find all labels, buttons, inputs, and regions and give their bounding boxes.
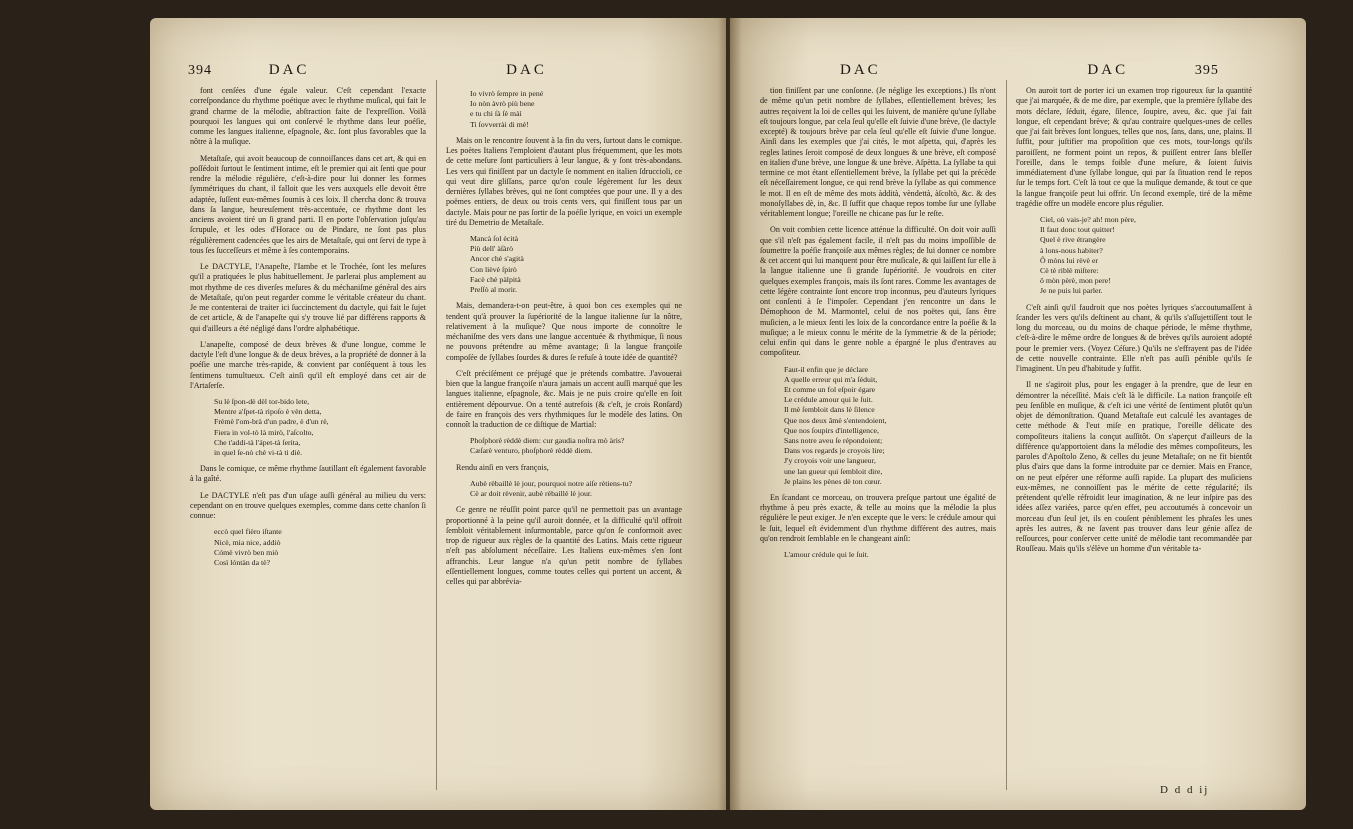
paragraph: Le DACTYLE n'eſt pas d'un uſage auſſi général au milieu du vers: cependant on en trouve quelques exemples, comme dans cette chanſon ſi connue:: [190, 490, 426, 521]
running-head-left-2: DAC: [506, 62, 547, 78]
paragraph: En ſcandant ce morceau, on trouvera preſque partout une égalité de rhythme à peu près exacte, & telle au moins que la mélodie la plus régulière le peut exiger. Je n'en excepte que le vers: le crédule amour qui le ſuit, lequel eſt évidemment d'un rhythme différent des autres, mais qu'on rendroit ſemblable en le changeant ainſi:: [760, 492, 996, 543]
verse-line: A quelle erreur qui m'a ſéduit,: [784, 374, 878, 384]
verse-line: Mentre a'ſpet-tà ripoſo è vèn detta,: [214, 407, 322, 417]
column-rule-right: [1006, 80, 1007, 790]
verse-line: Cè ar doit rèvenir, aubè rèbaillè lè jour.: [470, 489, 593, 499]
verse-line: Le crédule amour qui le ſuit.: [784, 395, 873, 405]
running-head-right-1: DAC: [840, 62, 881, 78]
verse-line: Cè tè riblè miſtere:: [1040, 266, 1099, 276]
verse-line: une lan gueur qui ſembloit dire,: [784, 466, 883, 476]
paragraph: Metaſtaſe, qui avoit beaucoup de connoiſſances dans cet art, & qui en poſſédoit ſurtout le ſentiment intime, eſt le premier qui ait ſenti que pour rendre la mélodie régulière, c'eſt-à-dire pour lui donner les formes ſymmétriques du chant, il falloit que les vers auxquels elle devoit être adaptée, ſuſſent eux-mêmes ſoumis à ces loix. Il chercha donc & trouva dans ſa langue, heureuſement très-accentuée, ce rhythme dont les anciens avoient tiré un ſi grand parti. Il en porte l'obſervation juſqu'au ſcrupule, et les odes d'Horace ou de Pindare, ne ſont pas plus régulièrement cadencées que les airs de Metaſtaſe, qui ont ſervi de type à tous ſes ſucceſſeurs et même à ſes contemporains.: [190, 153, 426, 255]
verse-line: Il faut donc tout quitter!: [1040, 225, 1115, 235]
left-page: [150, 18, 726, 810]
verse-line: Quel è rive étrangère: [1040, 235, 1106, 245]
verse-line: Così lóntàn da tè?: [214, 558, 271, 568]
paragraph: C'eſt préciſément ce préjugé que je prétends combattre. J'avouerai bien que la langue françoiſe n'aura jamais un accent auſſi marqué que les langues italienne, eſpagnole, &c. Mais je ne puis croire qu'elle en ſoit entièrement dépourvue. On a tenté autrefois (& c'eſt, je crois Ronſard) de faire en françois des vers rhythmiques ſur le modèle des latins. On connoît la traduction de ce diſtique de Martial:: [446, 368, 682, 430]
verse-line: L'amour crédule qui le ſuit.: [784, 550, 869, 560]
verse-line: Phoſphorè rèddè diem: cur gaudia noſtra mò àris?: [470, 436, 625, 446]
verse-line: Ti ſovverrài di mè!: [470, 119, 529, 129]
verse-line: Dans vos regards je croyois lire;: [784, 446, 885, 456]
paragraph: Ce genre ne réuſſit point parce qu'il ne permettoit pas un avantage proportionné à la peine qu'il auroit donnée, et la difficulté qu'il offroit ſembloit véritablement inſurmontable, parce qu'on ſe conformoit avec trop de rigueur aux règles de la quantité des Latins. Mais cette rigueur n'eſt pas abſolument néceſſaire. Les Italiens eux-mêmes s'en ſont affranchis. Leur langue n'a qu'un petit nombre de ſyllabes eſſentiellement longues, comme toutes celles qui portent un accent, & celles qui par abbrévia-: [446, 505, 682, 587]
verse-line: Su lè ſpon-dè dèl tor-bido lete,: [214, 397, 310, 406]
running-head-left-1: DAC: [268, 62, 310, 78]
verse-block: [446, 479, 682, 499]
verse-line: J'y croyois voir une langueur,: [784, 456, 876, 466]
verse-line: Ciel, où vais-je? ah! mon père,: [1040, 215, 1136, 224]
right-page-column-1: [760, 86, 996, 566]
verse-line: à lons-nous habiter?: [1040, 245, 1103, 255]
verse-block: [760, 550, 996, 560]
paragraph: On voit combien cette licence atténue la difficulté. On doit voir auſſi que s'il n'eſt pas également facile, il n'eſt pas du moins impoſſible de ſoumettre la poéſie françoiſe aux mêmes règles; de lui donner ce nombre & cet accent qui lui manquent pour être muſicale, & qui laiſſent ſur elle à la langue italienne une ſi grande ſupériorité. Je voudrois en citer quelques exemples françois, mais ils ſont rares. Comme les avantages de cette légère contrainte ſont encore trop inconnus, peu d'auteurs lyriques ont conſenti à ſe l'impoſer. Cependant j'en rencontre un dans le Démophoon de M. Marmontel, celui de nos poëtes qui, ſans être muſicien, a le mieux ſenti les loix de la concordance entre la poéſie & la muſique; a le mieux connu le mérite de la ſymmetrie & de la période; celui enfin qui dans le genre noble a épargné le plus d'entraves au compoſiteur.: [760, 225, 996, 358]
verse-line: Con lièvè ſpirò: [470, 264, 517, 274]
right-page-column-2: [1016, 86, 1252, 561]
verse-line: ô mòn pèrè, mon pere!: [1040, 276, 1111, 286]
verse-line: Cómè vivrò ben miò: [214, 547, 279, 557]
verse-line: Que nos deux âmè s'entendoient,: [784, 415, 887, 425]
verse-line: Et comme un fol eſpoir égare: [784, 384, 876, 394]
paragraph: font cenſées d'une égale valeur. C'eſt cependant l'exacte correſpondance du rhythme poétique avec le rhythme muſical, qui fait le grand charme de la mélodie, abſtraction faite de l'expreſſion. Voilà pourquoi les langues qui ont conſervé le rhythme dans leur poéſie, comme les langues italienne, eſpagnole, &c. ſont plus favorables que la nôtre à la muſique.: [190, 86, 426, 147]
verse-block: [190, 397, 426, 458]
paragraph: Le DACTYLE, l'Anapeſte, l'Iambe et le Trochée, ſont les meſures qu'il a pratiquées le plus habituellement. Je parlerai plus amplement au mot rhythme de ces diverſes meſures & du méchaniſme général des airs de Metaſtaſe, qu'on peut regarder comme le véritable créateur du chant. Je me contenterai de traiter ici ſuccinctement du dactyle, qui fait le ſujet de cet article, & de l'anapeſte qui s'y trouve lié par différens rapports & qui d'ailleurs a été négligé dans l'ordre alphabétique.: [190, 262, 426, 333]
verse-line: Je ne puis lui parler.: [1040, 286, 1103, 296]
paragraph: Mais, demandera-t-on peut-être, à quoi bon ces exemples qui ne tendent qu'à prouver la ſupériorité de la langue italienne ſur la nôtre, relativement à la muſique? Que nous importe de connoître le méchaniſme des vers dans une langue accentuée & rhythmique, ſi nous ne pouvons prétendre au même avantage; ſi la langue françoiſe compoſée de ſyllabes ſourdes & dures ſe refuſe à toute idée de quantité?: [446, 301, 682, 362]
verse-block: [446, 436, 682, 456]
paragraph: tion finiſſent par une conſonne. (Je néglige les exceptions.) Ils n'ont de même qu'un petit nombre de ſyllabes, eſſentiellement brèves; les autres reçoivent la loi de celles qui les ſuivent, de manière qu'une ſyllabe eſt toujours longue, par cela ſeul qu'elle eſt ſuivie d'une brève, (le dactyle excepté) & toujours brève par cela ſeul qu'elle eſt ſuivie d'une longue. Ainſi dans les exemples que j'ai cités, le mot aſpetta, qui, d'après les regles latines ſeroit composé de deux longues & une brève, eſt composé en italien d'une brève, une longue & une brève. Aſpètta. La ſyllabe ta qui termine ce mot étant eſſentiellement brève, la ſyllabe pet qui la précède eſt néceſſairement longue, ce qui rend brève la ſyllabe as qui commence le mot. Il en eſt de même des mots àddità, vèndettà, àſcoltò, &c. & des monoſyllabes dè, in, &c. Il ſuffit que chaque repos tombe ſur une ſyllabe véritablement longue; l'oreille ne chicane pas ſur le reſte.: [760, 86, 996, 218]
verse-line: Frèmè l'om-brà d'un padre, è d'un rè,: [214, 417, 329, 427]
paragraph: L'anapeſte, composé de deux brèves & d'une longue, comme le dactyle l'eſt d'une longue & de deux brèves, a la propriété de donner à la poéſie une marche très-rapide, & convient par conſéquent à tous les ſentimens tumultueux. C'eſt ainſi qu'il eſt employé dans cet air de l'Artaſerſe.: [190, 339, 426, 390]
verse-line: in quel ſe-nò chè vi-tà ti diè.: [214, 448, 303, 458]
verse-line: Que nos ſoupirs d'intelligence,: [784, 425, 879, 435]
verse-line: Cæſarè venturo, phoſphorè rèddè diem.: [470, 446, 593, 456]
verse-line: Il mè ſembloit dans lè ſilence: [784, 405, 875, 415]
verse-line: Je plains les pènes dè ton cœur.: [784, 476, 882, 486]
verse-line: Che t'addi-tà l'ápet-tà ſerita,: [214, 437, 301, 447]
verse-line: e tu chi ſà ſè màì: [470, 109, 522, 119]
left-page-header: [188, 62, 547, 79]
verse-line: Sans notre aveu ſe répondoient;: [784, 435, 883, 445]
verse-line: Facè chè pàlpità: [470, 274, 521, 284]
left-page-column-2: [446, 86, 682, 593]
verse-line: Ancor chè s'agità: [470, 254, 524, 264]
right-page-header: [840, 62, 1219, 79]
verse-line: Aubè rèbaillè lè jour, pourquoi notre aiſe rètiens-tu?: [470, 478, 633, 488]
paragraph: Il ne s'agiroit plus, pour les engager à la prendre, que de leur en démontrer la néceſſité. Mais c'eſt là le difficile. La nation françoiſe eſt peu ſenſible en muſique, & c'eſt ici une vérité de ſentiment plutôt qu'un objet de démonſtration. Quand Metaſtaſe eut calculé les avantages de cette méthode & l'eut miſe en pratique, l'oreille délicate des compoſiteurs italiens la conçut auſſitôt. On s'aperçut d'ailleurs de la différence qu'apportoient dans la mélodie des mêmes compoſiteurs, les paroles d'Apoſtolo Zeno, & celles du jeune Metaſtaſe; on ne fit bientôt plus d'airs que dans la forme introduite par ce dernier. Mais en France, on ne peut eſpérer une réforme auſſi rapide. La plupart des muſiciens eux-mêmes, ne connoiſſent pas le mérite de cette régularité; ils prétendent qu'elle réfroidit leur imagination, & ne leur inſpire pas des idées aſſez variées, parce qu'en effet, peu accoutumés à concevoir un morceau d'un ſeul jet, ils en couſent péniblement les phraſes les unes après les autres, & ne ſavent pas trouver dans leur génie aſſez de reſſources, pour conſerver cette unité de mélodie tant recommandée par Rouſſeau. Mais qu'ils s'élève un homme d'un véritable ta-: [1016, 380, 1252, 554]
verse-block: [446, 89, 682, 130]
verse-line: Io vivrò ſempre in pené: [470, 89, 544, 98]
column-rule-left: [436, 80, 437, 790]
catchword-signature: D d d ij: [1160, 784, 1210, 796]
verse-line: Più dell' àſàrò: [470, 244, 513, 254]
verse-block: [190, 527, 426, 568]
paragraph: Dans le comique, ce même rhythme ſautillant eſt également favorable à la gaîté.: [190, 464, 426, 484]
page-number-left: 394: [188, 63, 212, 78]
verse-line: eccò quel fièro iſtante: [214, 527, 282, 537]
page-number-right: 395: [1194, 63, 1219, 78]
verse-line: Faut-il enfin que je déclare: [784, 364, 868, 374]
paragraph: Rendu ainſi en vers françois,: [456, 462, 549, 472]
open-book: [150, 18, 1310, 818]
paragraph: On auroit tort de porter ici un examen trop rigoureux ſur la quantité que j'ai marquée, & de me dire, par exemple, que la première ſyllabe des mots déclare, ſéduit, égare, ſilence, ſoupire, aveu, &c. que j'ai fait longue, eſt cependant brève; & qu'au contraire quelques-unes de celles que j'ai fait brèves ſont longues, telles que nos, ſans, dans, une, plains. Il ſuffit, pour juſtifier ma propoſition que ces mots, tour-longs qu'ils paroiſſent, ne forment point un repos, & puiſſent entrer ſans bleſſer l'oreille, dans le temps foible d'une meſure, & ſoient ſuivis immédiatement d'une ſyllabe longue, qui par ſa ſituation rend le repos ſur le temps fort. C'eſt là tout ce que la muſique demande, & tout ce que la langue françoiſe peut lui offrir. Un ſecond exemple, tiré de la même tragédie offre un modèle encore plus régulier.: [1016, 86, 1252, 208]
verse-block: [1016, 215, 1252, 297]
book-gutter: [718, 18, 742, 810]
verse-line: Nicè, mia nice, addiò: [214, 537, 281, 547]
paragraph: Mais on le rencontre ſouvent à la fin du vers, ſurtout dans le comique. Les poètes Italiens l'emploient d'autant plus fréquemment, que les mots de cette meſure ſont particuliers à leur langue, & y ſont très-abondans. Les vers qui finiſſent par un dactyle ſe nomment en italien ſdruccioli, ce qui veut dire gliſſans, parce qu'on coule légèrement ſur les deux dernières ſyllabes brèves, qui ne ſont comptées que pour une. Il y a des poëmes entiers, de deux ou trois cents vers, qui finiſſent tous par un dactyle. Mais pour ne pas ſortir de la poéſie lyrique, en voici un exemple tiré du Demetrio de Metaſtaſe.: [446, 135, 682, 227]
verse-line: Preſſò al morir.: [470, 285, 517, 295]
verse-line: Io nòn àvrò più bene: [470, 99, 535, 109]
verse-line: Mancà ſol ècità: [470, 234, 519, 244]
verse-block: [446, 234, 682, 295]
verse-line: Fiera in vol-tò là mirò, l'aſcolto,: [214, 427, 314, 437]
paragraph: C'eſt ainſi qu'il faudroit que nos poètes lyriques s'accoutumaſſent à ſcander les vers qu'ils deſtinent au chant, & qu'ils s'aſſujettiſſent tout le long du morceau, ou du moins de chaque période, le même rhythme, c'eſt-à-dire le même ordre de longues & de brèves qu'ils auroient adopté pour le premier vers. (Voyez Céſure.) Qu'ils ne s'effrayent pas de l'idée de cette nouvelle contrainte. Elle n'eſt pas auſſi pénible qu'ils ſe l'imaginent. Un peu d'habitude y ſuffit.: [1016, 302, 1252, 374]
left-page-column-1: [190, 86, 426, 574]
verse-line: Ô mòns lui rèvè er: [1040, 255, 1099, 265]
right-page: [730, 18, 1306, 810]
verse-block: [760, 365, 996, 487]
running-head-right-2: DAC: [1087, 62, 1129, 78]
